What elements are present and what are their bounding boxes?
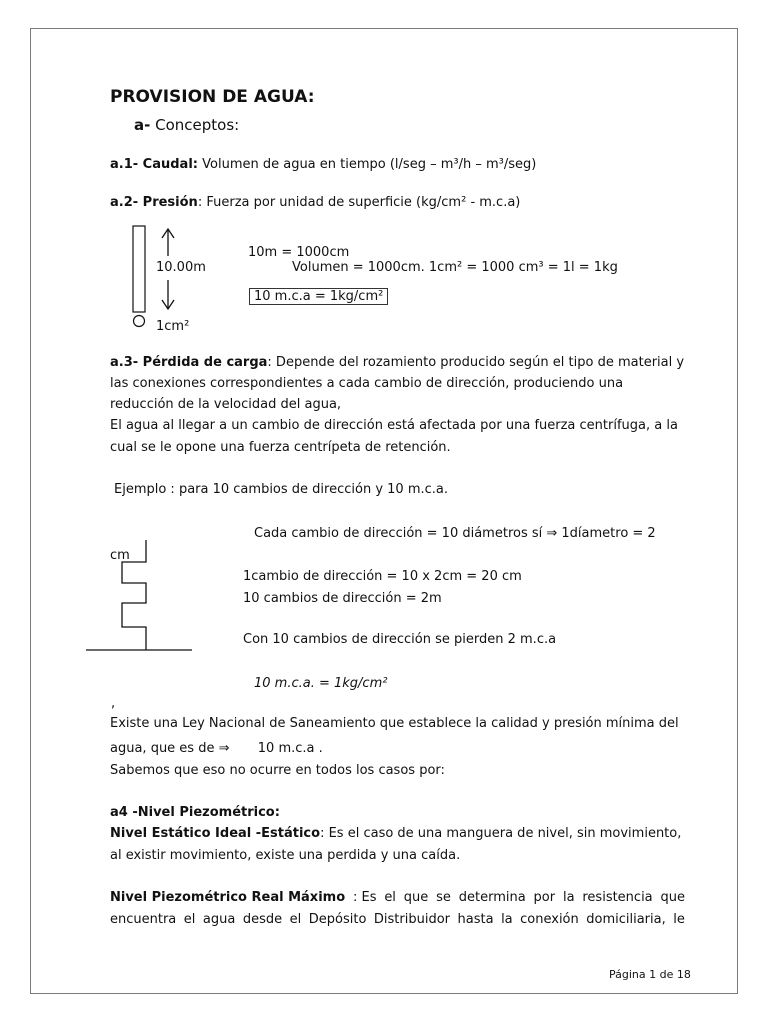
diagram2-line-3: 10 cambios de dirección = 2m (243, 591, 442, 606)
real-word: el (289, 912, 302, 927)
a3-line-3: reducción de la velocidad del agua, (110, 397, 342, 412)
law-line-2 (110, 741, 323, 757)
law-line-2-b: 10 m.c.a . (257, 741, 323, 756)
a2-label: a.2- Presión (110, 195, 198, 210)
a3-line-4: El agua al llegar a un cambio de dirección está afectada por una fuerza centrífuga, a la (110, 418, 678, 433)
law-line-3: Sabemos que eso no ocurre en todos los casos por: (110, 763, 445, 778)
law-line-1: Existe una Ley Nacional de Saneamiento que establece la calidad y presión mínima del (110, 716, 679, 731)
a2-text: : Fuerza por unidad de superficie (kg/cm² - m.c.a) (197, 195, 521, 210)
page-number-footer: Página 1 de 18 (609, 968, 691, 981)
diagram2-line-5: 10 m.c.a. = 1kg/cm² (254, 676, 388, 691)
law-line-2-a: agua, que es de ⇒ (110, 741, 230, 756)
real-word: el (183, 912, 196, 927)
real-word: Depósito (308, 912, 367, 927)
real-word: Distribuidor (373, 912, 451, 927)
real-word: le (673, 912, 685, 927)
real-label: Nivel Piezométrico Real Máximo (110, 890, 346, 905)
diagram2-line-1: Cada cambio de dirección = 10 diámetros sí ⇒ 1díametro = 2 (254, 526, 656, 541)
real-word: por (533, 890, 556, 905)
section-a-label: Conceptos: (155, 116, 240, 134)
real-word: que (403, 890, 429, 905)
real-word: desde (242, 912, 283, 927)
real-word: agua (202, 912, 236, 927)
real-word: hasta (457, 912, 494, 927)
real-line-2 (110, 912, 685, 927)
real-word: el (384, 890, 396, 905)
page-title: PROVISION DE AGUA: (110, 87, 315, 107)
a1-label: a.1- Caudal: (110, 157, 198, 172)
static-line-1 (110, 826, 681, 842)
real-word: resistencia (582, 890, 653, 905)
eq-volumen: Volumen = 1000cm. 1cm² = 1000 cm³ = 1l = 1kg (292, 260, 618, 275)
diagram2-line-2: 1cambio de dirección = 10 x 2cm = 20 cm (243, 569, 522, 584)
real-word: se (436, 890, 451, 905)
static-label: Nivel Estático Ideal -Estático (110, 826, 321, 841)
static-line-2: al existir movimiento, existe una perdida y una caída. (110, 848, 461, 863)
eq-mca-box: 10 m.c.a = 1kg/cm² (249, 288, 388, 305)
real-word: conexión (520, 912, 579, 927)
diagram2-line-1-cont: cm (110, 548, 130, 563)
real-word: la (562, 890, 575, 905)
a3-line-2: las conexiones correspondientes a cada cambio de dirección, produciendo una (110, 376, 624, 391)
height-label: 10.00m (156, 260, 206, 275)
real-word: que (660, 890, 685, 905)
real-word: domiciliaria, (586, 912, 666, 927)
eq-10m: 10m = 1000cm (248, 245, 350, 260)
diagram2-line-4: Con 10 cambios de dirección se pierden 2 m.c.a (243, 632, 557, 647)
a4-heading: a4 -Nivel Piezométrico: (110, 805, 280, 820)
section-a-prefix: a- (134, 116, 151, 134)
a3-line-5: cual se le opone una fuerza centrípeta de retención. (110, 440, 451, 455)
area-label: 1cm² (156, 319, 190, 334)
real-word: : Es (352, 890, 377, 905)
real-word: encuentra (110, 912, 177, 927)
real-word: determina (458, 890, 526, 905)
example-line: Ejemplo : para 10 cambios de dirección y 10 m.c.a. (114, 482, 448, 497)
static-line-1-text: : Es el caso de una manguera de nivel, sin movimiento, (320, 826, 682, 841)
real-word: la (501, 912, 513, 927)
a1-text: Volumen de agua en tiempo (l/seg – m³/h – m³/seg) (202, 157, 537, 172)
stray-comma: , (111, 696, 116, 711)
a3-label: a.3- Pérdida de carga (110, 355, 268, 370)
a3-line-1-text: : Depende del rozamiento producido según el tipo de material y (267, 355, 685, 370)
real-line-1 (110, 890, 685, 905)
